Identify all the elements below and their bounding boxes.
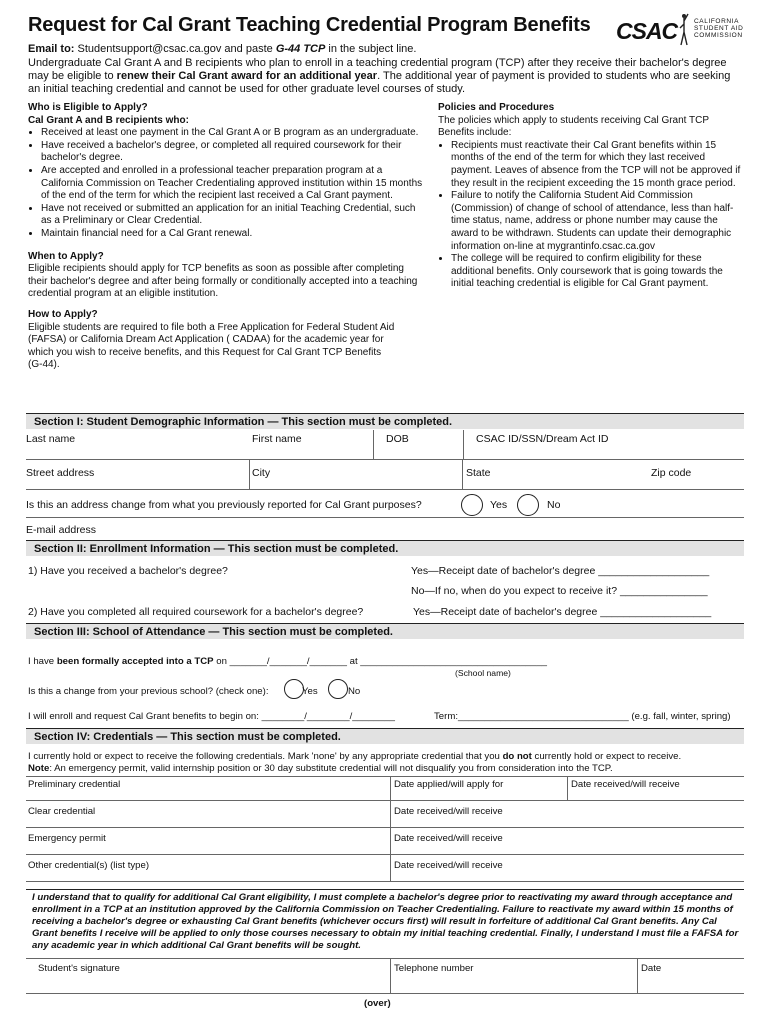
divider bbox=[26, 889, 744, 890]
intro-paragraph: Undergraduate Cal Grant A and B recipients who plan to enroll in a teaching credential program (TCP) after they receive their bachelor's degree may be eligible to renew their Cal Grant award for an additional year. The additional year of payment is provided to students who are seeking an initial teaching credential and cannot be used for other graduate level courses of study. bbox=[28, 57, 731, 95]
zip-label: Zip code bbox=[651, 467, 692, 479]
list-item: • The college will be required to confirm eligibility for these additional benefits. Only coursework that is going towards the initial teaching credential is eligible for Cal Grant payment. bbox=[451, 253, 743, 291]
policies-column bbox=[438, 102, 743, 291]
policies-heading: Policies and Procedures bbox=[438, 102, 555, 113]
policies-intro: The policies which apply to students receiving Cal Grant TCP Benefits include: bbox=[438, 114, 709, 139]
how-heading: How to Apply? bbox=[28, 308, 98, 320]
csac-logo bbox=[616, 12, 766, 46]
logo-text: CSAC bbox=[616, 18, 678, 44]
no-label: No bbox=[348, 686, 361, 697]
section-3-header: Section III: School of Attendance — This section must be completed. bbox=[26, 623, 744, 639]
no-label: No bbox=[547, 499, 561, 511]
divider bbox=[26, 517, 744, 518]
divider bbox=[390, 958, 391, 993]
divider bbox=[26, 489, 744, 490]
divider bbox=[26, 776, 744, 777]
page-title: Request for Cal Grant Teaching Credential Program Benefits bbox=[28, 14, 591, 36]
credential-row-label: Other credential(s) (list type) bbox=[28, 860, 150, 871]
credential-row-date[interactable]: Date received/will receive bbox=[571, 779, 680, 790]
logo-org: CALIFORNIA STUDENT AID COMMISSION bbox=[694, 18, 744, 39]
who-subheading: Cal Grant A and B recipients who: bbox=[28, 114, 189, 126]
school-name-caption: (School name) bbox=[455, 668, 511, 678]
divider bbox=[26, 827, 744, 828]
state-label: State bbox=[466, 467, 491, 479]
divider bbox=[567, 776, 568, 800]
address-change-question: Is this an address change from what you previously reported for Cal Grant purposes? bbox=[26, 499, 422, 511]
credential-row-date[interactable]: Date applied/will apply for bbox=[394, 779, 504, 790]
divider bbox=[26, 800, 744, 801]
section-2-header: Section II: Enrollment Information — This section must be completed. bbox=[26, 540, 744, 556]
school-change-no-radio[interactable] bbox=[328, 679, 348, 699]
bachelors-question: 1) Have you received a bachelor's degree? bbox=[28, 565, 228, 577]
how-text: Eligible students are required to file both a Free Application for Federal Student Aid (FAFSA) or California Dream Act Application ( CADAA) for the academic year for which you wish to receive benefits, and this Request for Cal Grant TCP Benefits (G-44). bbox=[28, 321, 395, 371]
term-line[interactable]: Term:________________________________ (e.g. fall, winter, spring) bbox=[434, 711, 731, 722]
divider bbox=[462, 460, 463, 489]
divider bbox=[249, 460, 250, 489]
credential-row-date[interactable]: Date received/will receive bbox=[394, 833, 503, 844]
yes-label: Yes bbox=[302, 686, 318, 697]
list-item: • Received at least one payment in the Cal Grant A or B program as an undergraduate. bbox=[41, 127, 423, 140]
list-item: • Recipients must reactivate their Cal Grant benefits within 15 months of the end of the term for which they last received payment. Leaves of absence from the TCP will not be approved if they result in the recipient exceeding the 15 month grace period. bbox=[451, 140, 743, 190]
school-change-yes-radio[interactable] bbox=[284, 679, 304, 699]
address-change-yes-radio[interactable] bbox=[461, 494, 483, 516]
coursework-yes-option[interactable]: Yes—Receipt date of bachelor's degree ___________________ bbox=[413, 606, 712, 618]
section-1-header: Section I: Student Demographic Information — This section must be completed. bbox=[26, 413, 744, 429]
divider bbox=[26, 459, 744, 460]
street-label: Street address bbox=[26, 467, 95, 479]
divider bbox=[463, 430, 464, 459]
bachelors-no-option[interactable]: No—If no, when do you expect to receive it? _______________ bbox=[411, 585, 708, 597]
list-item: • Have not received or submitted an application for an initial Teaching Credential, such as a Preliminary or Clear Credential. bbox=[41, 203, 423, 228]
coursework-question: 2) Have you completed all required coursework for a bachelor's degree? bbox=[28, 606, 364, 618]
torch-figure-icon bbox=[678, 12, 690, 46]
certification-statement: I understand that to qualify for additional Cal Grant eligibility, I must complete a bachelor's degree prior to reactivating my award through acceptance and enrollment in a TCP at an institution approved by the California Commission on Teacher Credentialing. Failure to reactivate my award within 15 months of receiving a bachelor's degree or exhausting Cal Grant benefits (whichever occurs first) will result in forfeiture of additional Cal Grant benefits. Any Cal Grant benefits I receive will be applied to only those courses necessary to obtain my initial teaching credential. Finally, I understand I must file a FAFSA for any academic year in which additional Cal Grant benefits will be sought. bbox=[32, 892, 739, 951]
bachelors-yes-option[interactable]: Yes—Receipt date of bachelor's degree ___________________ bbox=[411, 565, 710, 577]
tcp-acceptance-line[interactable]: I have been formally accepted into a TCP on _______/_______/_______ at ___________________________________ bbox=[28, 656, 548, 667]
credential-row-date[interactable]: Date received/will receive bbox=[394, 806, 503, 817]
credential-row-label: Emergency permit bbox=[28, 833, 106, 844]
divider bbox=[390, 776, 391, 881]
credential-row-date[interactable]: Date received/will receive bbox=[394, 860, 503, 871]
credential-row-label: Preliminary credential bbox=[28, 779, 121, 790]
last-name-label: Last name bbox=[26, 433, 76, 445]
city-label: City bbox=[252, 467, 271, 479]
divider bbox=[373, 430, 374, 459]
enroll-date-line[interactable]: I will enroll and request Cal Grant benefits to begin on: ________/________/________ bbox=[28, 711, 395, 722]
credential-row-label: Clear credential bbox=[28, 806, 96, 817]
address-change-no-radio[interactable] bbox=[517, 494, 539, 516]
credentials-note: Note: An emergency permit, valid internship position or 30 day substitute credential will not disqualify you from consideration into the TCP. bbox=[28, 763, 613, 774]
credentials-instructions: I currently hold or expect to receive the following credentials. Mark 'none' by any appropriate credential that you do not currently hold or expect to receive. bbox=[28, 751, 682, 762]
date-field[interactable]: Date bbox=[641, 963, 662, 974]
yes-label: Yes bbox=[490, 499, 508, 511]
who-heading: Who is Eligible to Apply? bbox=[28, 102, 148, 113]
student-signature-field[interactable]: Student's signature bbox=[38, 963, 120, 974]
divider bbox=[26, 854, 744, 855]
list-item: • Are accepted and enrolled in a professional teacher preparation program at a California Commission on Teacher Credentialing approved institution within 15 months of the end of the term for which the recipient last received a Cal Grant payment. bbox=[41, 165, 423, 203]
divider bbox=[26, 881, 744, 882]
policies-list bbox=[438, 140, 743, 291]
email-label: E-mail address bbox=[26, 524, 97, 536]
first-name-label: First name bbox=[252, 433, 302, 445]
eligibility-column bbox=[28, 102, 423, 372]
who-list bbox=[28, 127, 423, 240]
school-change-question: Is this a change from your previous school? (check one): bbox=[28, 686, 269, 697]
when-text: Eligible recipients should apply for TCP benefits as soon as possible after completing their bachelor's degree and after being formally or conditionally accepted into a teaching credential program at an eligible institution. bbox=[28, 263, 418, 300]
list-item: • Failure to notify the California Student Aid Commission (Commission) of change of school of attendance, less than half-time status, name, address or phone number may cause the award to be withdrawn. Students can update their demographic information on-line at mygrantinfo.csac.ca.gov bbox=[451, 190, 743, 253]
email-instructions: Email to: Studentsupport@csac.ca.gov and paste G-44 TCP in the subject line. bbox=[28, 43, 417, 55]
divider bbox=[26, 993, 744, 994]
section-4-header: Section IV: Credentials — This section must be completed. bbox=[26, 728, 744, 744]
page-footer: (over) bbox=[364, 998, 391, 1009]
telephone-field[interactable]: Telephone number bbox=[394, 963, 474, 974]
list-item: • Maintain financial need for a Cal Grant renewal. bbox=[41, 228, 423, 241]
divider bbox=[637, 958, 638, 993]
csac-id-label: CSAC ID/SSN/Dream Act ID bbox=[476, 433, 609, 445]
dob-label: DOB bbox=[386, 433, 409, 445]
list-item: • Have received a bachelor's degree, or completed all required coursework for their bachelor's degree. bbox=[41, 140, 423, 165]
when-heading: When to Apply? bbox=[28, 250, 104, 262]
